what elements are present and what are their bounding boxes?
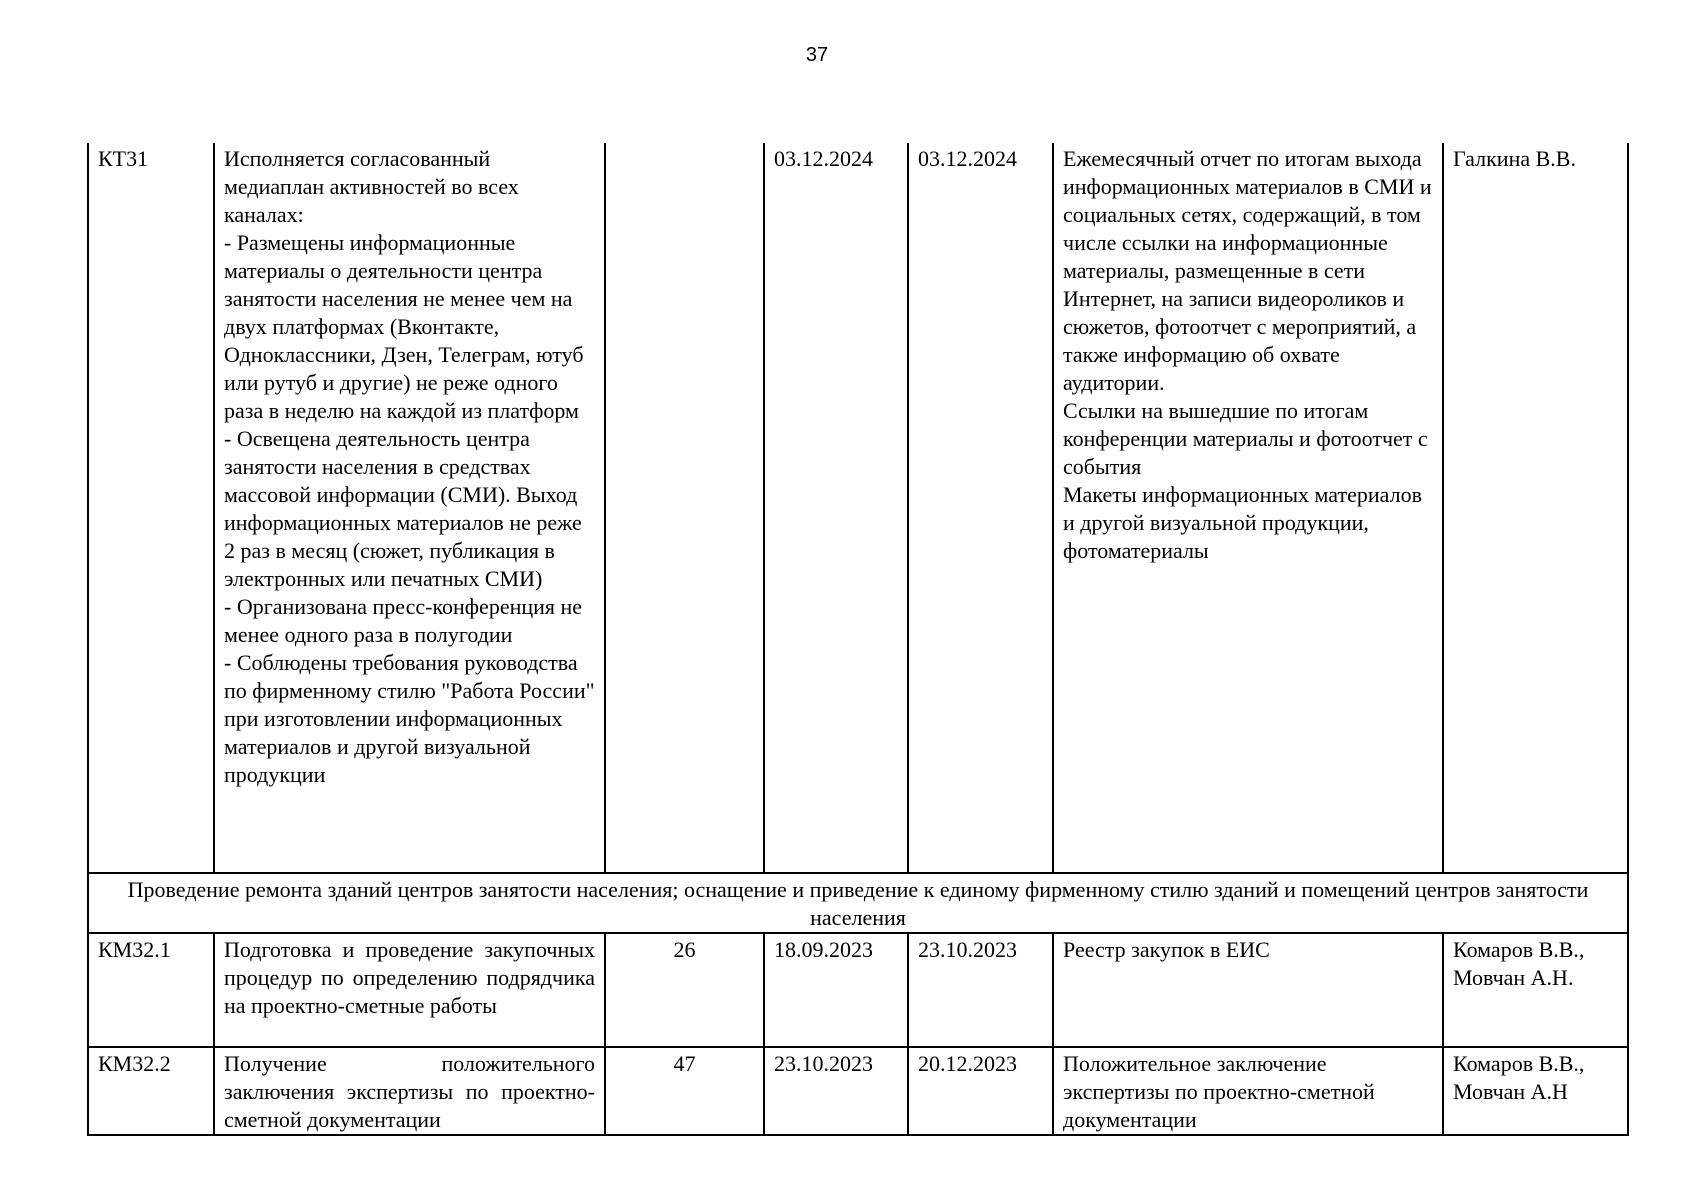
- row-start-date: 03.12.2024: [764, 143, 908, 873]
- row-duration: [605, 143, 764, 873]
- row-code: КМ32.2: [88, 1047, 214, 1135]
- row-duration: 47: [605, 1047, 764, 1135]
- row-start-date: 23.10.2023: [764, 1047, 908, 1135]
- plan-table: [87, 143, 1629, 1136]
- row-start-date: 18.09.2023: [764, 933, 908, 1047]
- row-code: КТ31: [88, 143, 214, 873]
- row-result: Реестр закупок в ЕИС: [1053, 933, 1443, 1047]
- row-code: КМ32.1: [88, 933, 214, 1047]
- row-end-date: 03.12.2024: [908, 143, 1053, 873]
- row-end-date: 20.12.2023: [908, 1047, 1053, 1135]
- row-responsible: Комаров В.В., Мовчан А.Н: [1443, 1047, 1628, 1135]
- section-row: [88, 873, 1628, 933]
- row-description: Получение положительного заключения экспертизы по проектно-сметной документации: [214, 1047, 605, 1135]
- row-end-date: 23.10.2023: [908, 933, 1053, 1047]
- row-description: Подготовка и проведение закупочных процедур по определению подрядчика на проектно-сметные работы: [214, 933, 605, 1047]
- table-row: [88, 1047, 1628, 1135]
- table-row: [88, 933, 1628, 1047]
- row-responsible: Галкина В.В.: [1443, 143, 1628, 873]
- page-number: 37: [805, 44, 829, 66]
- row-result: Ежемесячный отчет по итогам выхода информационных материалов в СМИ и социальных сетях, содержащий, в том числе ссылки на информационные материалы, размещенные в сети Интернет, на записи видеороликов и сюжетов, фотоотчет с мероприятий, а также информацию об охвате аудитории. Ссылки на вышедшие по итогам конференции материалы и фотоотчет с события Макеты информационных материалов и другой визуальной продукции, фотоматериалы: [1053, 143, 1443, 873]
- row-responsible: Комаров В.В., Мовчан А.Н.: [1443, 933, 1628, 1047]
- row-duration: 26: [605, 933, 764, 1047]
- row-description: Исполняется согласованный медиаплан активностей во всех каналах: - Размещены информационные материалы о деятельности центра занятости населения не менее чем на двух платформах (Вконтакте, Одноклассники, Дзен, Телеграм, ютуб или рутуб и другие) не реже одного раза в неделю на каждой из платформ - Освещена деятельность центра занятости населения в средствах массовой информации (СМИ). Выход информационных материалов не реже 2 раз в месяц (сюжет, публикация в электронных или печатных СМИ) - Организована пресс-конференция не менее одного раза в полугодии - Соблюдены требования руководства по фирменному стилю "Работа России" при изготовлении информационных материалов и другой визуальной продукции: [214, 143, 605, 873]
- section-title: Проведение ремонта зданий центров занятости населения; оснащение и приведение к единому фирменному стилю зданий и помещений центров занятости населения: [88, 873, 1628, 933]
- row-result: Положительное заключение экспертизы по проектно-сметной документации: [1053, 1047, 1443, 1135]
- table-row: [88, 143, 1628, 873]
